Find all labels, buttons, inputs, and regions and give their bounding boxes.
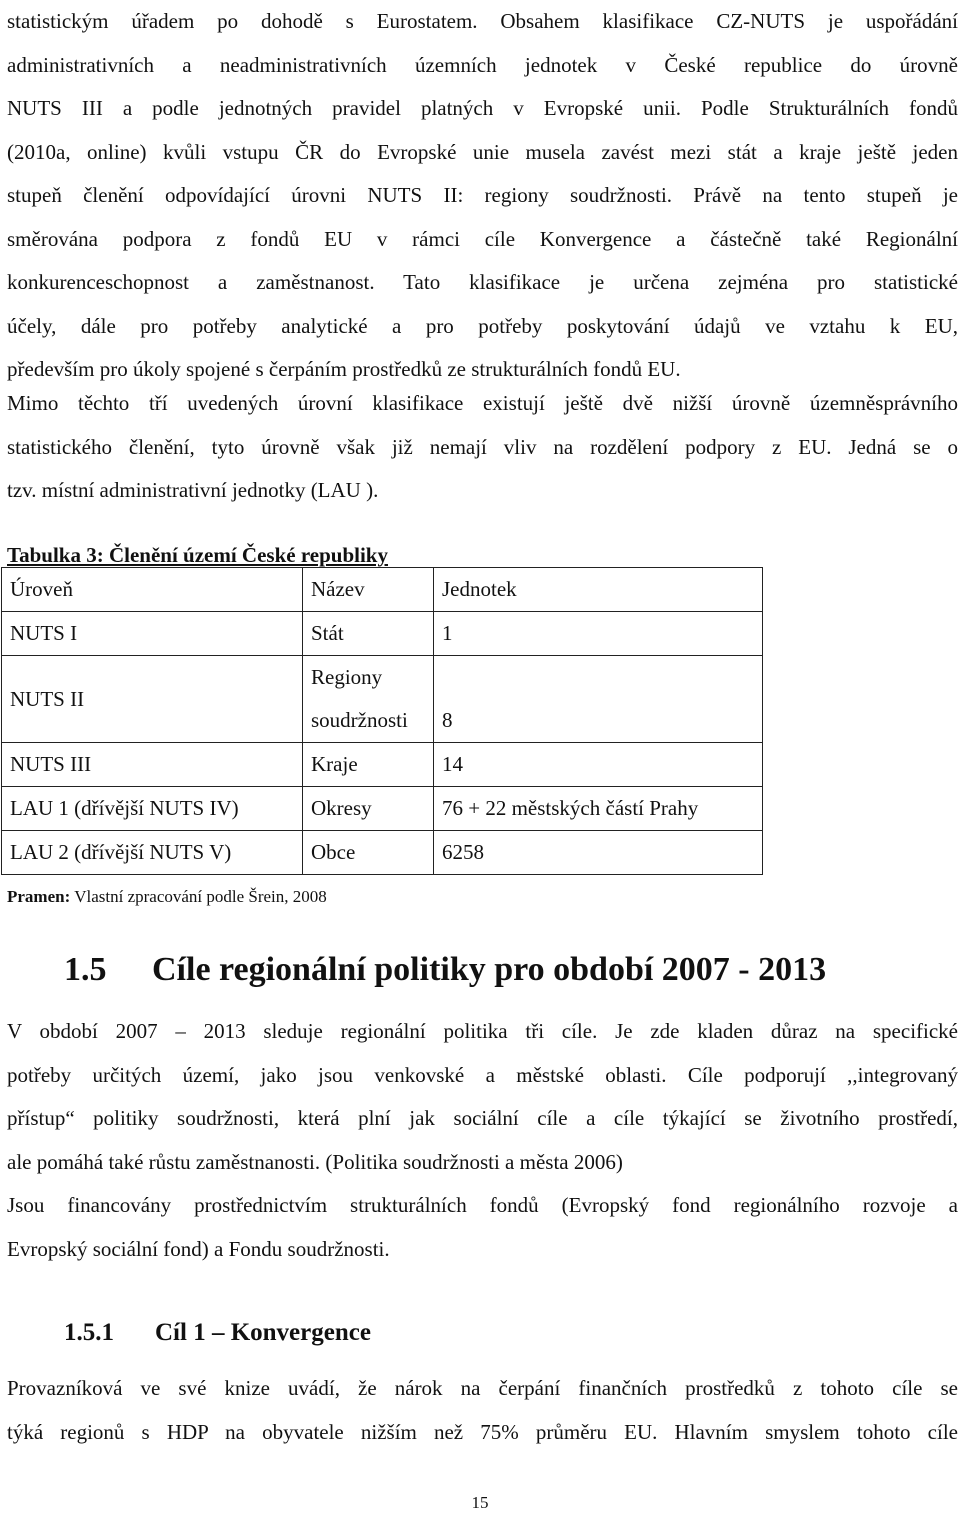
name-line: Regiony (311, 665, 383, 689)
text-line: administrativních a neadministrativních územních jednotek v České republice do úrovně (7, 52, 958, 77)
intro-paragraph (7, 0, 958, 392)
name-cell (303, 656, 434, 743)
count-cell: 14 (434, 743, 763, 787)
table-row (2, 743, 763, 787)
count-value: 8 (442, 708, 453, 732)
subsection-number: 1.5.1 (64, 1319, 114, 1346)
funds-paragraph (7, 1184, 958, 1271)
source-label: Pramen: (7, 887, 71, 906)
level-cell: NUTS I (2, 612, 303, 656)
header-cell: Jednotek (434, 568, 763, 612)
header-cell: Úroveň (2, 568, 303, 612)
lau-paragraph (7, 382, 958, 513)
text-line: především pro úkoly spojené s čerpáním prostředků ze strukturálních fondů EU. (7, 357, 681, 381)
level-cell: NUTS III (2, 743, 303, 787)
level-cell: NUTS II (2, 656, 303, 743)
text-line: týká regionů s HDP na obyvatele nižším než 75% průměru EU. Hlavním smyslem tohoto cíle (7, 1419, 958, 1444)
level-cell: LAU 1 (dřívější NUTS IV) (2, 787, 303, 831)
count-cell: 6258 (434, 831, 763, 875)
nuts-table (1, 567, 763, 875)
convergence-paragraph (7, 1367, 958, 1454)
name-line: soudržnosti (311, 708, 408, 732)
name-cell: Stát (303, 612, 434, 656)
text-line: přístup“ politiky soudržnosti, která plní jak sociální cíle a cíle týkající se životního prostředí, (7, 1106, 958, 1130)
table-source (7, 884, 327, 910)
text-line: Jsou financovány prostřednictvím strukturálních fondů (Evropský fond regionálního rozvoje a (7, 1193, 958, 1217)
text-line: ale pomáhá také růstu zaměstnanosti. (Politika soudržnosti a města 2006) (7, 1149, 623, 1174)
table-row (2, 656, 763, 743)
count-cell: 1 (434, 612, 763, 656)
goals-paragraph (7, 1010, 958, 1184)
text-line: Mimo těchto tří uvedených úrovní klasifikace existují ještě dvě nižší úrovně územněsprávního (7, 391, 958, 415)
text-line: statistickým úřadem po dohodě s Eurostatem. Obsahem klasifikace CZ-NUTS je uspořádání (7, 9, 958, 33)
subsection-title: Cíl 1 – Konvergence (155, 1319, 371, 1346)
text-line: (2010a, online) kvůli vstupu ČR do Evropské unie musela zavést mezi stát a kraje ještě jeden (7, 139, 958, 164)
source-text: Vlastní zpracování podle Šrein, 2008 (70, 887, 327, 906)
text-line: NUTS III a podle jednotných pravidel platných v Evropské unii. Podle Strukturálních fondů (7, 96, 958, 120)
text-line: potřeby určitých území, jako jsou venkovské a městské oblasti. Cíle podporují ,,integrovaný (7, 1062, 958, 1087)
name-cell: Obce (303, 831, 434, 875)
section-number: 1.5 (64, 951, 107, 988)
text-line: stupeň členění odpovídající úrovni NUTS II: regiony soudržnosti. Právě na tento stupeň je (7, 183, 958, 207)
table-header-row (2, 568, 763, 612)
table-row (2, 831, 763, 875)
table-caption: Tabulka 3: Členění území České republiky (7, 543, 388, 567)
header-cell: Název (303, 568, 434, 612)
text-line: konkurenceschopnost a zaměstnanost. Tato klasifikace je určena zejména pro statistické (7, 270, 958, 294)
text-line: V období 2007 – 2013 sleduje regionální politika tři cíle. Je zde kladen důraz na specifické (7, 1019, 958, 1043)
name-cell: Kraje (303, 743, 434, 787)
text-line: Provazníková ve své knize uvádí, že nárok na čerpání finančních prostředků z tohoto cíle se (7, 1376, 958, 1400)
text-line: směrována podpora z fondů EU v rámci cíle Konvergence a částečně také Regionální (7, 226, 958, 251)
count-cell (434, 656, 763, 743)
text-line: tzv. místní administrativní jednotky (LAU ). (7, 478, 379, 502)
section-heading (64, 944, 826, 996)
text-line: statistického členění, tyto úrovně však již nemají vliv na rozdělení podpory z EU. Jedná se o (7, 434, 958, 459)
subsection-heading (64, 1314, 371, 1352)
text-line: účely, dále pro potřeby analytické a pro potřeby poskytování údajů ve vztahu k EU, (7, 313, 958, 338)
level-cell: LAU 2 (dřívější NUTS V) (2, 831, 303, 875)
table-row (2, 612, 763, 656)
table-row (2, 787, 763, 831)
count-cell: 76 + 22 městských částí Prahy (434, 787, 763, 831)
section-title: Cíle regionální politiky pro období 2007 - 2013 (152, 951, 827, 988)
page-number: 15 (471, 1493, 489, 1512)
text-line: Evropský sociální fond) a Fondu soudržnosti. (7, 1236, 390, 1261)
name-cell: Okresy (303, 787, 434, 831)
